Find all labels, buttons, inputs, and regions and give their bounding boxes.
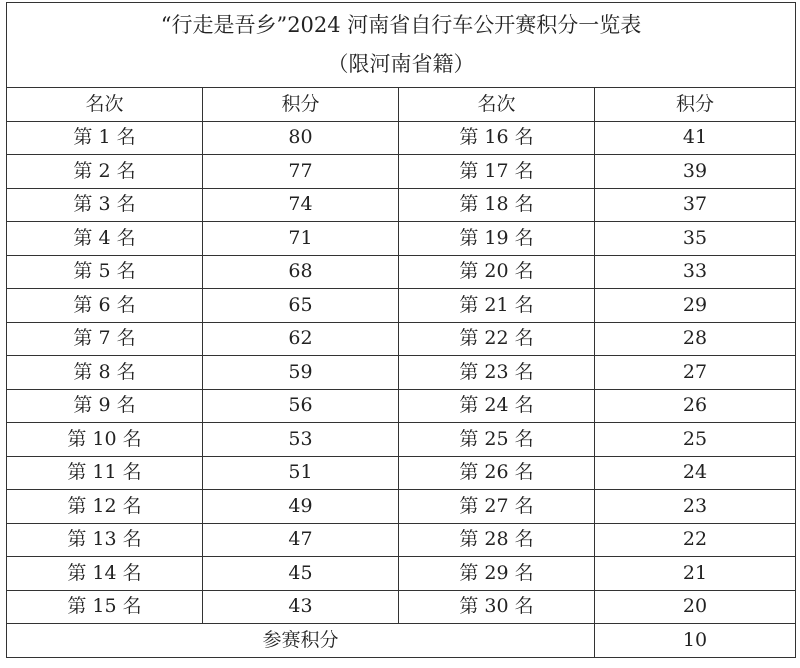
rank-cell: 第 12 名	[7, 490, 203, 524]
table-row	[7, 423, 796, 457]
rank-cell: 第 27 名	[399, 490, 595, 524]
points-cell: 51	[203, 456, 399, 490]
rank-cell: 第 14 名	[7, 557, 203, 591]
table-row	[7, 255, 796, 289]
table-row	[7, 389, 796, 423]
points-cell: 35	[595, 222, 796, 256]
rank-cell: 第 25 名	[399, 423, 595, 457]
rank-cell: 第 8 名	[7, 356, 203, 390]
rank-cell: 第 19 名	[399, 222, 595, 256]
title-cell	[7, 3, 796, 88]
points-cell: 65	[203, 289, 399, 323]
table-row	[7, 356, 796, 390]
points-cell: 43	[203, 590, 399, 624]
table-row	[7, 590, 796, 624]
rank-cell: 第 9 名	[7, 389, 203, 423]
rank-cell: 第 7 名	[7, 322, 203, 356]
points-cell: 37	[595, 188, 796, 222]
table-row	[7, 188, 796, 222]
rank-cell: 第 17 名	[399, 155, 595, 189]
header-rank-left: 名次	[7, 88, 203, 122]
points-cell: 77	[203, 155, 399, 189]
points-cell: 25	[595, 423, 796, 457]
rank-cell: 第 3 名	[7, 188, 203, 222]
table-row	[7, 121, 796, 155]
table-subtitle: （限河南省籍）	[327, 52, 475, 76]
points-cell: 27	[595, 356, 796, 390]
participation-label: 参赛积分	[7, 624, 595, 658]
rank-cell: 第 28 名	[399, 523, 595, 557]
rank-cell: 第 18 名	[399, 188, 595, 222]
rank-cell: 第 30 名	[399, 590, 595, 624]
rank-cell: 第 13 名	[7, 523, 203, 557]
rank-cell: 第 1 名	[7, 121, 203, 155]
rank-cell: 第 26 名	[399, 456, 595, 490]
rank-cell: 第 24 名	[399, 389, 595, 423]
header-row	[7, 88, 796, 122]
rank-cell: 第 15 名	[7, 590, 203, 624]
table-row	[7, 155, 796, 189]
table-row	[7, 490, 796, 524]
rank-cell: 第 16 名	[399, 121, 595, 155]
points-cell: 41	[595, 121, 796, 155]
rank-cell: 第 10 名	[7, 423, 203, 457]
points-cell: 26	[595, 389, 796, 423]
header-points-left: 积分	[203, 88, 399, 122]
rank-cell: 第 20 名	[399, 255, 595, 289]
points-cell: 71	[203, 222, 399, 256]
points-cell: 80	[203, 121, 399, 155]
points-cell: 29	[595, 289, 796, 323]
header-points-right: 积分	[595, 88, 796, 122]
table-row	[7, 557, 796, 591]
points-cell: 21	[595, 557, 796, 591]
points-cell: 39	[595, 155, 796, 189]
points-cell: 45	[203, 557, 399, 591]
table-row	[7, 456, 796, 490]
table-row	[7, 222, 796, 256]
points-cell: 20	[595, 590, 796, 624]
points-cell: 68	[203, 255, 399, 289]
rank-cell: 第 29 名	[399, 557, 595, 591]
table-row	[7, 289, 796, 323]
participation-row	[7, 624, 796, 658]
rank-cell: 第 21 名	[399, 289, 595, 323]
points-cell: 33	[595, 255, 796, 289]
points-cell: 59	[203, 356, 399, 390]
participation-points: 10	[595, 624, 796, 658]
points-cell: 49	[203, 490, 399, 524]
points-cell: 22	[595, 523, 796, 557]
points-cell: 53	[203, 423, 399, 457]
points-cell: 24	[595, 456, 796, 490]
points-cell: 28	[595, 322, 796, 356]
points-cell: 23	[595, 490, 796, 524]
points-cell: 47	[203, 523, 399, 557]
points-cell: 56	[203, 389, 399, 423]
title-row	[7, 3, 796, 88]
rank-cell: 第 2 名	[7, 155, 203, 189]
rank-cell: 第 11 名	[7, 456, 203, 490]
rank-cell: 第 22 名	[399, 322, 595, 356]
rank-cell: 第 6 名	[7, 289, 203, 323]
rank-cell: 第 5 名	[7, 255, 203, 289]
points-cell: 74	[203, 188, 399, 222]
rank-cell: 第 4 名	[7, 222, 203, 256]
points-table	[6, 2, 796, 658]
rank-cell: 第 23 名	[399, 356, 595, 390]
header-rank-right: 名次	[399, 88, 595, 122]
table-row	[7, 523, 796, 557]
table-title: “行走是吾乡”2024 河南省自行车公开赛积分一览表	[160, 13, 642, 38]
points-cell: 62	[203, 322, 399, 356]
table-row	[7, 322, 796, 356]
